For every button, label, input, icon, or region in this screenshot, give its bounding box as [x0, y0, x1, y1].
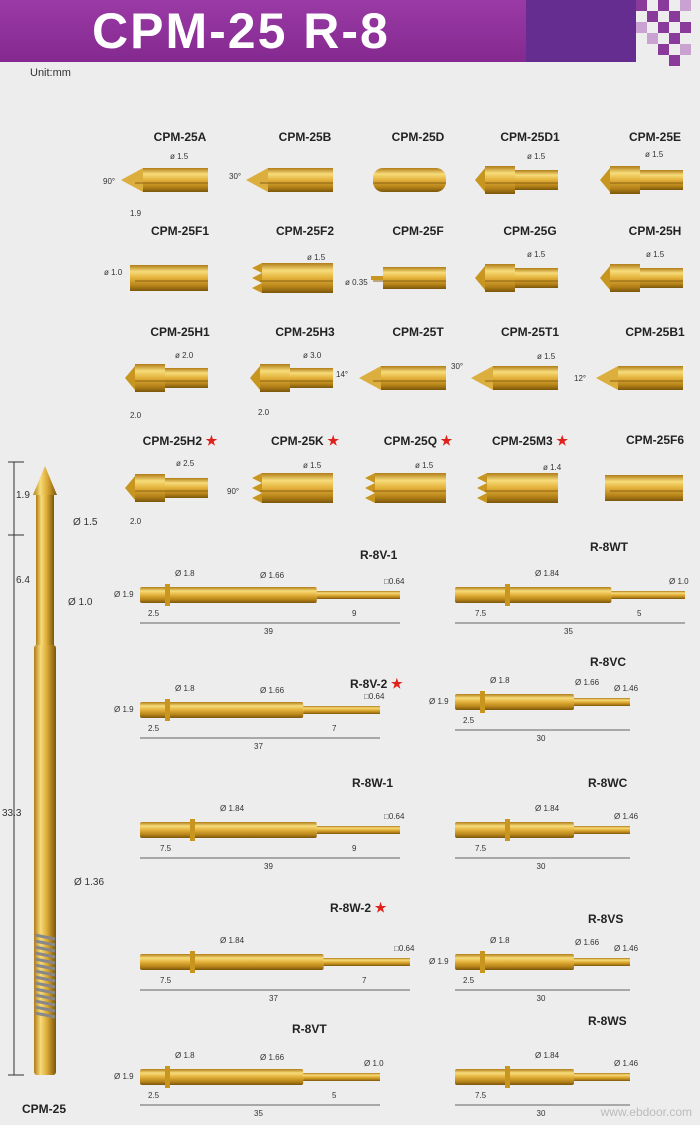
checker-square [636, 0, 647, 11]
receptacle-a: 7.5 [160, 976, 172, 985]
tip-dimension: 30° [451, 362, 464, 371]
receptacle-drawing [140, 819, 400, 858]
tip-body [383, 267, 446, 289]
tip-body [165, 478, 208, 498]
receptacle-a: 7.5 [475, 844, 487, 853]
receptacle-tip [574, 958, 630, 966]
tip-label: CPM-25D [391, 130, 445, 144]
receptacle-tip-dim: Ø 1.46 [614, 812, 639, 821]
receptacle-d1: Ø 1.9 [114, 590, 134, 599]
tip-label: CPM-25K ★ [271, 433, 339, 448]
receptacle-body [140, 954, 324, 970]
tip-body [130, 265, 208, 291]
tip-drawing [365, 473, 446, 503]
receptacle-label: R-8VS [588, 912, 624, 926]
checker-square [647, 11, 658, 22]
star-icon: ★ [202, 433, 218, 448]
checker-square [680, 0, 691, 11]
tip-dimension: 2.0 [130, 411, 142, 420]
receptacle-a: 2.5 [148, 724, 160, 733]
star-icon: ★ [552, 433, 568, 448]
tip-dimension: 90° [227, 487, 240, 496]
receptacle-label: R-8W-1 [352, 776, 394, 790]
receptacle-total: 39 [264, 627, 273, 636]
tip-body [640, 170, 683, 190]
tip-label: CPM-25T [392, 325, 444, 339]
receptacle-ring [165, 1066, 170, 1088]
tip-point [371, 276, 383, 280]
tip-body [373, 168, 446, 192]
tip-dimension: ø 3.0 [303, 351, 322, 360]
receptacle-tip-dim: □0.64 [364, 692, 385, 701]
receptacle-label: R-8VT [292, 1022, 327, 1036]
tip-body [487, 473, 558, 503]
tip-label: CPM-25H3 [275, 325, 335, 339]
tip-point [471, 366, 493, 390]
receptacle-total: 37 [254, 742, 263, 751]
tip-dimension: 1.9 [130, 209, 142, 218]
receptacle-total: 30 [536, 1109, 546, 1118]
tip-label: CPM-25E [628, 130, 681, 144]
tip-head [260, 364, 290, 392]
tip-body [143, 168, 208, 192]
tip-dimension: ø 1.0 [104, 268, 123, 277]
receptacle-label: R-8V-1 [360, 548, 398, 562]
tip-label: CPM-25H1 [150, 325, 210, 339]
receptacle-d2: Ø 1.84 [535, 569, 560, 578]
receptacle-tip-dim: Ø 1.46 [614, 1059, 639, 1068]
tip-crown [365, 473, 375, 483]
tip-body [640, 268, 683, 288]
receptacle-d1: Ø 1.9 [114, 1072, 134, 1081]
tip-dimension: ø 1.5 [645, 150, 664, 159]
tip-dimension: ø 1.5 [537, 352, 556, 361]
tip-point [600, 168, 610, 192]
receptacle-tip [303, 1073, 380, 1081]
tip-drawing [250, 364, 333, 392]
tip-crown [252, 473, 262, 483]
tip-point [246, 168, 268, 192]
tip-label: CPM-25F2 [275, 224, 334, 238]
receptacle-drawing [140, 1066, 380, 1105]
tip-body [375, 473, 446, 503]
receptacle-label: R-8V-2 ★ [350, 676, 403, 691]
tip-head [135, 474, 165, 502]
tip-dimension: ø 1.5 [307, 253, 326, 262]
tip-label: CPM-25M3 ★ [492, 433, 568, 448]
receptacle-drawing [455, 951, 630, 990]
tip-drawing [600, 264, 683, 292]
tip-crown [252, 493, 262, 503]
receptacle-total: 30 [536, 734, 546, 743]
tip-drawing [371, 267, 446, 289]
tip-head [610, 264, 640, 292]
tip-body [290, 368, 333, 388]
receptacle-ring [190, 819, 195, 841]
tip-label: CPM-25F6 [625, 433, 684, 447]
star-icon: ★ [387, 676, 403, 691]
receptacle-total: 30 [536, 994, 546, 1003]
probe-tip-diameter: Ø 1.5 [73, 517, 98, 528]
probe-tip [33, 466, 57, 495]
checker-square [658, 44, 669, 55]
receptacle-b: 9 [352, 609, 357, 618]
receptacle-total: 39 [264, 862, 273, 871]
receptacle-d1: Ø 1.9 [429, 697, 449, 706]
tip-crown [365, 493, 375, 503]
tip-point [125, 366, 135, 390]
tip-dimension: ø 1.5 [646, 250, 665, 259]
receptacle-d3: Ø 1.66 [260, 571, 285, 580]
receptacle-d2: Ø 1.8 [175, 569, 195, 578]
receptacle-ring [165, 584, 170, 606]
tip-crown [252, 263, 262, 273]
tip-dimension: ø 1.5 [527, 152, 546, 161]
tip-drawing [605, 475, 683, 501]
receptacle-tip-dim: Ø 1.0 [669, 577, 689, 586]
tip-head [135, 364, 165, 392]
receptacle-tip [611, 591, 685, 599]
receptacle-label: R-8WC [588, 776, 628, 790]
receptacle-ring [505, 584, 510, 606]
receptacle-body [140, 702, 303, 718]
tip-label: CPM-25D1 [500, 130, 560, 144]
receptacle-d2: Ø 1.84 [535, 804, 560, 813]
receptacle-d2: Ø 1.8 [175, 684, 195, 693]
receptacle-tip [317, 591, 400, 599]
receptacle-drawing [140, 951, 410, 990]
receptacle-a: 2.5 [463, 716, 475, 725]
tip-drawing [121, 168, 208, 192]
receptacle-d3: Ø 1.66 [575, 678, 600, 687]
receptacle-tip [574, 1073, 630, 1081]
receptacle-ring [480, 691, 485, 713]
receptacle-d2: Ø 1.8 [490, 936, 510, 945]
tip-dimension: ø 1.5 [415, 461, 434, 470]
receptacle-b: 5 [637, 609, 642, 618]
receptacle-d2: Ø 1.84 [220, 804, 245, 813]
tip-dimension: 2.0 [130, 517, 142, 526]
receptacle-ring [165, 699, 170, 721]
receptacle-body [455, 1069, 574, 1085]
probe-upper-diameter: Ø 1.0 [68, 597, 93, 608]
star-icon: ★ [323, 433, 339, 448]
tip-drawing [246, 168, 333, 192]
receptacle-drawing [140, 699, 380, 738]
tip-label: CPM-25H2 ★ [142, 433, 218, 448]
tip-dimension: 14° [336, 370, 349, 379]
receptacle-ring [505, 819, 510, 841]
receptacle-ring [190, 951, 195, 973]
tip-dimension: ø 0.35 [345, 278, 368, 287]
probe-tip-length: 1.9 [16, 490, 30, 501]
receptacle-b: 7 [332, 724, 337, 733]
receptacle-body [140, 1069, 303, 1085]
tip-dimension: ø 2.5 [176, 459, 195, 468]
receptacle-a: 2.5 [148, 1091, 160, 1100]
tip-head [485, 166, 515, 194]
receptacle-body [455, 587, 611, 603]
tip-point [600, 266, 610, 290]
probe-upper-length: 6.4 [16, 575, 30, 586]
tip-drawing [471, 366, 558, 390]
tip-drawing [125, 474, 208, 502]
tip-label: CPM-25H [628, 224, 682, 238]
receptacle-tip-dim: □0.64 [384, 812, 405, 821]
tip-crown [477, 473, 487, 483]
tip-body [262, 473, 333, 503]
receptacle-tip [324, 958, 410, 966]
tip-drawing [252, 263, 333, 293]
receptacle-label: R-8WS [588, 1014, 627, 1028]
receptacle-drawing [455, 691, 630, 730]
checker-square [680, 22, 691, 33]
tip-body [268, 168, 333, 192]
tip-body [262, 263, 333, 293]
checker-square [669, 33, 680, 44]
receptacle-label: R-8WT [590, 540, 628, 554]
probe-total-length: 33.3 [2, 808, 22, 819]
tip-dimension: ø 1.5 [527, 250, 546, 259]
tip-label: CPM-25Q ★ [383, 433, 453, 448]
tip-drawing [125, 364, 208, 392]
tip-drawing [475, 166, 558, 194]
receptacle-tip-dim: □0.64 [384, 577, 405, 586]
tip-body [515, 268, 558, 288]
tip-body [381, 366, 446, 390]
receptacle-d2: Ø 1.84 [220, 936, 245, 945]
receptacle-b: 7 [362, 976, 367, 985]
receptacle-ring [505, 1066, 510, 1088]
tip-dimension: ø 1.5 [170, 152, 189, 161]
receptacle-body [455, 694, 574, 710]
tip-body [618, 366, 683, 390]
receptacle-d2: Ø 1.84 [535, 1051, 560, 1060]
checker-square [636, 22, 647, 33]
receptacle-d2: Ø 1.8 [175, 1051, 195, 1060]
tip-drawing [475, 264, 558, 292]
receptacle-body [455, 822, 574, 838]
receptacle-a: 2.5 [148, 609, 160, 618]
receptacle-b: 9 [352, 844, 357, 853]
checker-square [680, 44, 691, 55]
tip-point [121, 168, 143, 192]
receptacle-tip [303, 706, 380, 714]
receptacle-body [140, 822, 317, 838]
tip-drawing [477, 473, 558, 503]
receptacle-tip-dim: Ø 1.46 [614, 944, 639, 953]
tip-crown [477, 493, 487, 503]
receptacle-a: 7.5 [475, 1091, 487, 1100]
tip-dimension: ø 1.5 [303, 461, 322, 470]
checker-square [658, 22, 669, 33]
tip-head [485, 264, 515, 292]
tip-point [250, 366, 260, 390]
receptacle-d2: Ø 1.8 [490, 676, 510, 685]
tip-dimension: 12° [574, 374, 587, 383]
checker-square [669, 55, 680, 66]
tip-drawing [130, 265, 208, 291]
tip-dimension: ø 2.0 [175, 351, 194, 360]
receptacle-tip [317, 826, 400, 834]
tip-drawing [373, 168, 446, 192]
receptacle-total: 30 [536, 862, 546, 871]
page-title: CPM-25 R-8 [92, 3, 390, 59]
receptacle-a: 7.5 [160, 844, 172, 853]
receptacle-label: R-8VC [590, 655, 627, 669]
tip-crown [252, 283, 262, 293]
unit-label: Unit:mm [30, 67, 71, 79]
tip-dimension: 30° [229, 172, 242, 181]
probe-upper [36, 495, 54, 645]
tip-drawing [596, 366, 683, 390]
header-accent [526, 0, 636, 62]
receptacle-d3: Ø 1.66 [260, 1053, 285, 1062]
checker-square [658, 0, 669, 11]
tip-dimension: 90° [103, 177, 116, 186]
tip-point [359, 366, 381, 390]
tip-drawing [252, 473, 333, 503]
receptacle-tip-dim: Ø 1.46 [614, 684, 639, 693]
tip-head [610, 166, 640, 194]
tip-body [165, 368, 208, 388]
receptacle-total: 35 [254, 1109, 263, 1118]
tip-body [493, 366, 558, 390]
receptacle-label: R-8W-2 ★ [330, 900, 387, 915]
tip-body [605, 475, 683, 501]
tip-point [475, 266, 485, 290]
tip-label: CPM-25A [153, 130, 207, 144]
star-icon: ★ [371, 900, 387, 915]
tip-dimension: 2.0 [258, 408, 270, 417]
tip-label: CPM-25T1 [500, 325, 559, 339]
receptacle-body [455, 954, 574, 970]
tip-dimension: ø 1.4 [543, 463, 562, 472]
tip-label: CPM-25B1 [625, 325, 685, 339]
receptacle-d1: Ø 1.9 [114, 705, 134, 714]
watermark: www.ebdoor.com [600, 1105, 692, 1119]
tip-label: CPM-25G [503, 224, 557, 238]
receptacle-drawing [140, 584, 400, 623]
tip-label: CPM-25F1 [150, 224, 209, 238]
tip-label: CPM-25F [392, 224, 444, 238]
receptacle-tip [574, 826, 630, 834]
receptacle-b: 5 [332, 1091, 337, 1100]
tip-label: CPM-25B [278, 130, 332, 144]
receptacle-ring [480, 951, 485, 973]
tip-body [515, 170, 558, 190]
probe-body-diameter: Ø 1.36 [74, 877, 105, 888]
probe-label: CPM-25 [22, 1102, 67, 1116]
receptacle-d3: Ø 1.66 [575, 938, 600, 947]
checker-square [647, 33, 658, 44]
tip-point [475, 168, 485, 192]
receptacle-a: 7.5 [475, 609, 487, 618]
receptacle-tip [574, 698, 630, 706]
checker-square [669, 11, 680, 22]
tip-point [125, 476, 135, 500]
receptacle-d1: Ø 1.9 [429, 957, 449, 966]
receptacle-tip-dim: Ø 1.0 [364, 1059, 384, 1068]
receptacle-a: 2.5 [463, 976, 475, 985]
receptacle-d3: Ø 1.66 [260, 686, 285, 695]
receptacle-drawing [455, 584, 685, 623]
tip-drawing [359, 366, 446, 390]
receptacle-tip-dim: □0.64 [394, 944, 415, 953]
tip-point [596, 366, 618, 390]
tip-drawing [600, 166, 683, 194]
star-icon: ★ [437, 433, 453, 448]
receptacle-total: 35 [564, 627, 573, 636]
receptacle-total: 37 [269, 994, 278, 1003]
